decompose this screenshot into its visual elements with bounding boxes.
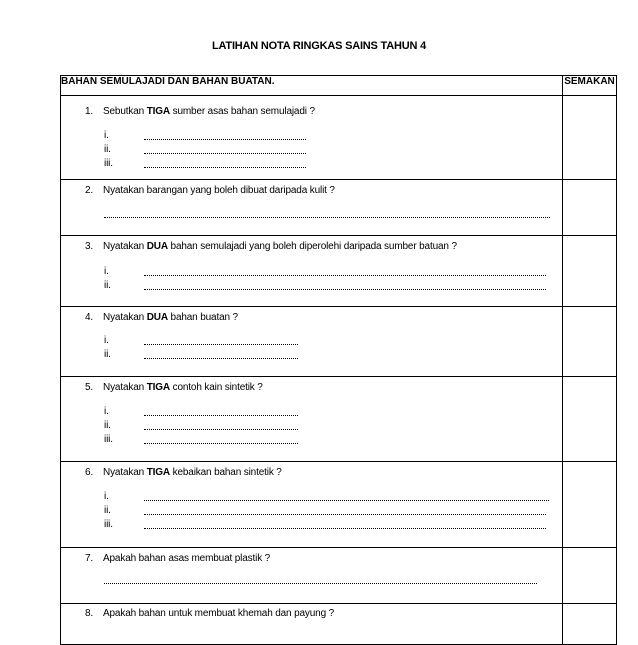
question-prefix: Nyatakan (103, 241, 147, 252)
answer-line[interactable] (144, 274, 546, 276)
check-cell[interactable] (563, 604, 617, 645)
question-text (85, 382, 263, 394)
worksheet-table (60, 75, 617, 645)
question-cell (61, 307, 563, 377)
question-number: 3. (85, 241, 94, 252)
question-cell (61, 96, 563, 180)
question-number: 8. (85, 608, 94, 619)
question-text (85, 185, 335, 197)
answer-label: iii. (104, 158, 113, 169)
answer-line[interactable] (144, 357, 298, 359)
check-cell[interactable] (563, 548, 617, 604)
question-number: 5. (85, 382, 94, 393)
question-text (85, 241, 457, 253)
question-cell (61, 462, 563, 548)
worksheet-title: LATIHAN NOTA RINGKAS SAINS TAHUN 4 (211, 40, 426, 52)
question-cell (61, 604, 563, 645)
check-cell[interactable] (563, 377, 617, 462)
answer-label: ii. (104, 280, 111, 291)
question-suffix: bahan semulajadi yang boleh diperolehi daripada sumber batuan ? (167, 241, 457, 252)
question-prefix: Sebutkan (103, 106, 147, 117)
answer-label: i. (104, 406, 109, 417)
question-number: 7. (85, 553, 94, 564)
answer-line[interactable] (144, 442, 298, 444)
check-cell[interactable] (563, 236, 617, 307)
question-keyword: TIGA (146, 106, 170, 117)
answer-line[interactable] (144, 414, 298, 416)
question-row-8 (61, 604, 617, 645)
question-row-1 (61, 96, 617, 180)
answer-label: i. (104, 491, 109, 502)
answer-line[interactable] (144, 343, 298, 345)
check-cell[interactable] (563, 96, 617, 180)
question-suffix: bahan buatan ? (167, 312, 238, 323)
question-suffix: sumber asas bahan semulajadi ? (169, 106, 315, 117)
question-keyword: TIGA (146, 467, 170, 478)
table-header-row (61, 76, 617, 96)
check-cell[interactable] (563, 180, 617, 236)
answer-label: ii. (104, 349, 111, 360)
question-row-5 (61, 377, 617, 462)
question-text (85, 608, 334, 620)
question-column-header: BAHAN SEMULAJADI DAN BAHAN BUATAN. (61, 76, 563, 96)
answer-line[interactable] (104, 216, 550, 218)
question-text (85, 312, 238, 324)
check-cell[interactable] (563, 307, 617, 377)
question-keyword: DUA (146, 241, 168, 252)
answer-line[interactable] (104, 582, 537, 584)
question-row-6 (61, 462, 617, 548)
question-prefix: Apakah bahan untuk membuat khemah dan payung ? (103, 608, 335, 619)
answer-line[interactable] (144, 428, 298, 430)
question-number: 6. (85, 467, 94, 478)
answer-label: iii. (104, 434, 113, 445)
question-cell (61, 180, 563, 236)
answer-label: i. (104, 335, 109, 346)
answer-label: iii. (104, 519, 113, 530)
question-number: 2. (85, 185, 94, 196)
answer-line[interactable] (144, 527, 546, 529)
answer-line[interactable] (144, 288, 546, 290)
question-row-7 (61, 548, 617, 604)
question-cell (61, 377, 563, 462)
check-cell[interactable] (563, 462, 617, 548)
question-cell (61, 236, 563, 307)
question-keyword: DUA (146, 312, 168, 323)
answer-line[interactable] (144, 513, 546, 515)
question-row-4 (61, 307, 617, 377)
question-prefix: Nyatakan (103, 467, 147, 478)
answer-label: ii. (104, 505, 111, 516)
question-suffix: contoh kain sintetik ? (169, 382, 263, 393)
answer-label: ii. (104, 420, 111, 431)
question-prefix: Apakah bahan asas membuat plastik ? (103, 553, 271, 564)
question-prefix: Nyatakan barangan yang boleh dibuat daripada kulit ? (103, 185, 335, 196)
question-suffix: kebaikan bahan sintetik ? (169, 467, 282, 478)
question-number: 1. (85, 106, 94, 117)
answer-line[interactable] (144, 499, 549, 501)
question-text (85, 553, 270, 565)
question-prefix: Nyatakan (103, 312, 147, 323)
answer-label: i. (104, 130, 109, 141)
question-row-2 (61, 180, 617, 236)
answer-line[interactable] (144, 138, 306, 140)
answer-line[interactable] (144, 152, 306, 154)
question-cell (61, 548, 563, 604)
answer-line[interactable] (144, 166, 306, 168)
answer-label: i. (104, 266, 109, 277)
answer-label: ii. (104, 144, 111, 155)
question-prefix: Nyatakan (103, 382, 147, 393)
check-column-header: SEMAKAN (563, 76, 617, 96)
question-text (85, 106, 315, 118)
question-row-3 (61, 236, 617, 307)
question-number: 4. (85, 312, 94, 323)
question-text (85, 467, 282, 479)
question-keyword: TIGA (146, 382, 170, 393)
